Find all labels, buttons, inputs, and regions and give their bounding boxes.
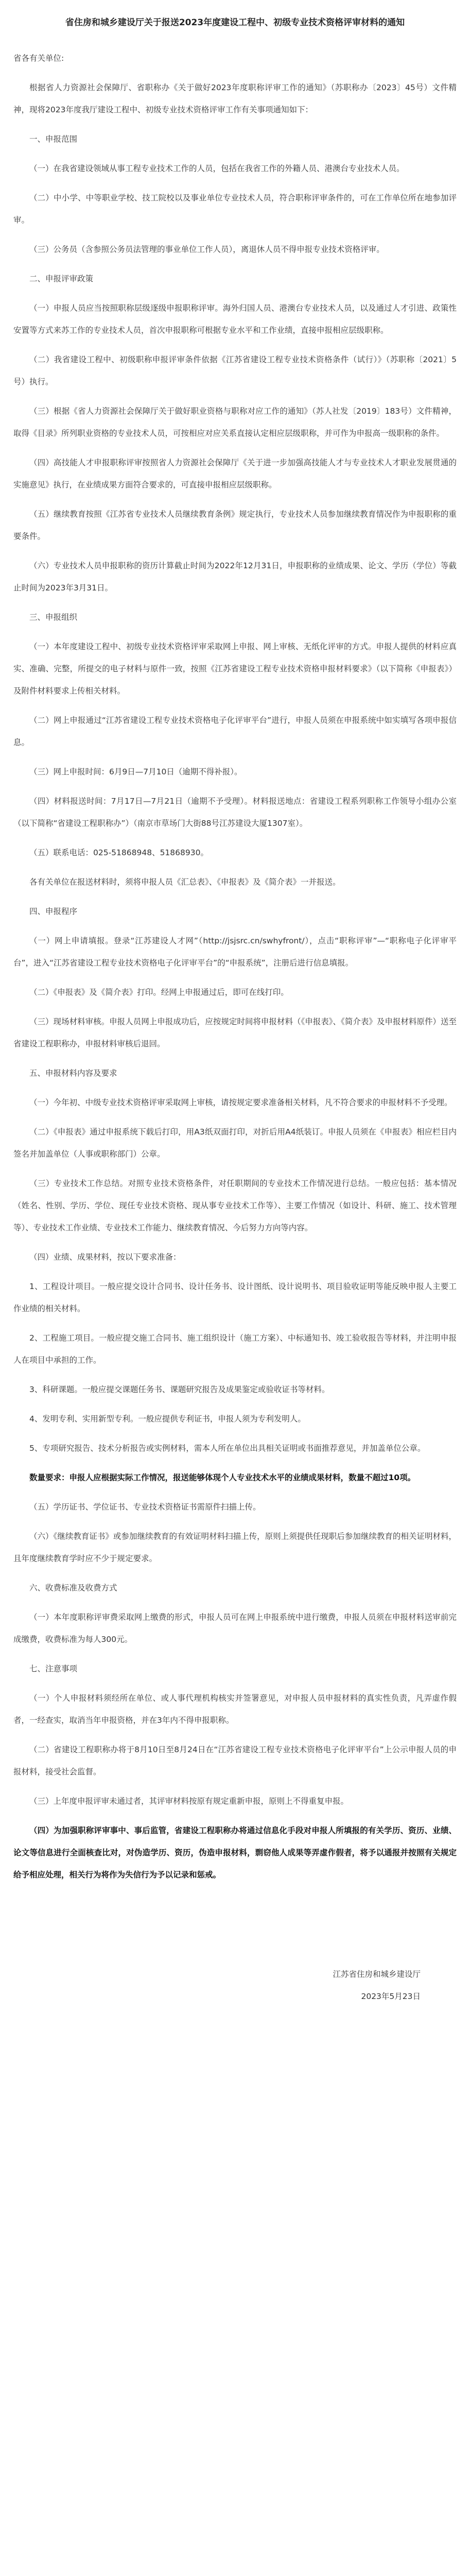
body-paragraph: （六）《继续教育证书》或参加继续教育的有效证明材料扫描上传，原则上须提供任现职后参加继续教育的相关证明材料，且年度继续教育学时应不少于规定要求。 [13,1532,457,1563]
intro-paragraph: 根据省人力资源社会保障厅、省职称办《关于做好2023年度职称评审工作的通知》（苏职称办〔2023〕45号）文件精神，现将2023年度我厅建设工程中、初级专业技术资格评审工作有关事项通知如下： [13,83,457,114]
body-paragraph: 1、工程设计项目。一般应提交设计合同书、设计任务书、设计图纸、设计说明书、项目验收证明等能反映申报人主要工作业绩的相关材料。 [13,1282,457,1313]
body-paragraph: （二）网上申报通过“江苏省建设工程专业技术资格电子化评审平台”进行，申报人员须在申报系统中如实填写各项申报信息。 [13,716,457,747]
body-paragraph: （一）申报人员应当按照职称层级逐级申报职称评审。海外归国人员、港澳台专业技术人员，以及通过人才引进、政策性安置等方式来苏工作的专业技术人员，首次申报职称可根据专业水平和工作业绩，直接申报相应层级职称。 [13,303,457,335]
body-paragraph: （一）网上申请填报。登录“江苏建设人才网”（http://jsjsrc.cn/swhyfront/），点击“职称评审”—“职称电子化评审平台”，进入“江苏省建设工程专业技术资格电子化评审平台”的“申报系统”，注册后进行信息填报。 [13,936,457,968]
body-paragraph: （三）专业技术工作总结。对照专业技术资格条件，对任职期间的专业技术工作情况进行总结。一般应包括：基本情况（姓名、性别、学历、学位、现任专业技术资格、现从事专业技术工作等）、主要工作情况（如设计、科研、施工、技术管理等）、专业技术工作业绩、专业技术工作能力、继续教育情况、今后努力方向等内容。 [13,1179,457,1232]
body-paragraph: （一）在我省建设领域从事工程专业技术工作的人员，包括在我省工作的外籍人员、港澳台专业技术人员。 [29,164,405,173]
signature-org: 江苏省住房和城乡建设厅 [333,1970,421,1979]
body-paragraph: （四）业绩、成果材料，按以下要求准备： [29,1252,181,1262]
body-paragraph: （四）高技能人才申报职称评审按照省人力资源社会保障厅《关于进一步加强高技能人才与专业技术人才职业发展贯通的实施意见》执行，在业绩成果方面符合要求的，可直接申报相应层级职称。 [13,458,457,489]
body-paragraph: （一）今年初、中级专业技术资格评审采取网上审核，请按规定要求准备相关材料，凡不符合要求的申报材料不予受理。 [29,1098,452,1107]
body-paragraph: （五）学历证书、学位证书、专业技术资格证书需原件扫描上传。 [29,1502,261,1512]
section-heading: 七、注意事项 [29,1664,78,1673]
signature-block [13,1963,457,2008]
body-paragraph: （三）根据《省人力资源社会保障厅关于做好职业资格与职称对应工作的通知》（苏人社发〔2019〕183号）文件精神，取得《目录》所列职业资格的专业技术人员，可按相应对应关系直接认定相应层级职称，并可作为申报高一级职称的条件。 [13,406,457,438]
body-paragraph: （三）网上申报时间：6月9日—7月10日（逾期不得补报）。 [29,767,242,776]
body-paragraph: （二）我省建设工程中、初级职称申报评审条件依据《江苏省建设工程专业技术资格条件（试行）》（苏职称〔2021〕5号）执行。 [13,355,457,386]
signature-date: 2023年5月23日 [361,1992,421,2001]
body-paragraph: （六）专业技术人员申报职称的资历计算截止时间为2022年12月31日，申报职称的业绩成果、论文、学历（学位）等截止时间为2023年3月31日。 [13,561,457,592]
body-paragraph: （三）上年度申报评审未通过者，其评审材料按原有规定重新申报，原则上不得重复申报。 [29,1797,349,1806]
body-paragraph: （一）本年度职称评审费采取网上缴费的形式，申报人员可在网上申报系统中进行缴费，申报人员须在申报材料送审前完成缴费，收费标准为每人300元。 [13,1613,457,1644]
portal-link[interactable]: http://jsjsrc.cn/swhyfront/ [203,936,305,945]
section-heading: 二、申报评审政策 [29,274,94,283]
quantity-requirement: 数量要求：申报人应根据实际工作情况，报送能够体现个人专业技术水平的业绩成果材料，数量不超过10项。 [29,1473,416,1482]
body-paragraph: （三）公务员（含参照公务员法管理的事业单位工作人员），离退休人员不得申报专业技术资格评审。 [29,245,385,254]
body-paragraph: （五）继续教育按照《江苏省专业技术人员继续教育条例》规定执行，专业技术人员参加继续教育情况作为申报职称的重要条件。 [13,510,457,541]
body-paragraph: 5、专项研究报告、技术分析报告或实例材料，需本人所在单位出具相关证明或书面推荐意见，并加盖单位公章。 [29,1444,426,1453]
section-heading: 一、申报范围 [29,134,78,144]
section-heading: 五、申报材料内容及要求 [29,1069,117,1078]
body-paragraph: 各有关单位在报送材料时，须将申报人员《汇总表》、《申报表》及《简介表》一并报送。 [29,877,341,887]
body-paragraph: 3、科研课题。一般应提交课题任务书、课题研究报告及成果鉴定或验收证书等材料。 [29,1385,330,1394]
body-paragraph: （一）本年度建设工程中、初级专业技术资格评审采取网上申报、网上审核、无纸化评审的方式。申报人提供的材料应真实、准确、完整，所提交的电子材料与原件一致，按照《江苏省建设工程专业技术资格申报材料要求》（以下简称《申报表》）及附件材料要求上传相关材料。 [13,642,457,696]
body-paragraph: （二）《申报表》通过申报系统下载后打印，用A3纸双面打印，对折后用A4纸装订。申报人员须在《申报表》相应栏目内签名并加盖单位（人事或职称部门）公章。 [13,1127,457,1159]
section-heading: 三、申报组织 [29,613,78,622]
greeting: 省各有关单位: [13,54,64,63]
document-title: 省住房和城乡建设厅关于报送2023年度建设工程中、初级专业技术资格评审材料的通知 [65,18,405,28]
body-paragraph: 2、工程施工项目。一般应提交施工合同书、施工组织设计（施工方案）、中标通知书、竣工验收报告等材料，并注明申报人在项目中承担的工作。 [13,1333,457,1365]
body-paragraph: 4、发明专利、实用新型专利。一般应提供专利证书，申报人须为专利发明人。 [29,1414,306,1423]
body-paragraph: （三）现场材料审核。申报人员网上申报成功后，应按规定时间将申报材料（《申报表》、《简介表》及申报材料原件）送至省建设工程职称办，申报材料审核后退回。 [13,1017,457,1048]
body-paragraph: （二）中小学、中等职业学校、技工院校以及事业单位专业技术人员，符合职称评审条件的，可在工作单位所在地参加评审。 [13,193,457,225]
body-paragraph: （一）个人申报材料须经所在单位、或人事代理机构核实并签署意见，对申报人员申报材料的真实性负责，凡弄虚作假者，一经查实，取消当年申报资格，并在3年内不得申报职称。 [13,1693,457,1725]
section-heading: 六、收费标准及收费方式 [29,1583,117,1592]
section-heading: 四、申报程序 [29,907,78,916]
supervision-notice: （四）为加强职称评审事中、事后监管，省建设工程职称办将通过信息化手段对申报人所填报的有关学历、资历、业绩、论文等信息进行全面核查比对，对伪造学历、资历，伪造申报材料，剽窃他人成果等弄虚作假者，将予以通报并按照有关规定给予相应处理，相关行为将作为失信行为予以记录和惩戒。 [13,1826,457,1879]
body-paragraph: （五）联系电话：025-51868948、51868930。 [29,848,208,857]
body-paragraph: （二）省建设工程职称办将于8月10日至8月24日在“江苏省建设工程专业技术资格电子化评审平台”上公示申报人员的申报材料，接受社会监督。 [13,1745,457,1776]
body-paragraph: （二）《申报表》及《简介表》打印。经网上申报通过后，即可在线打印。 [29,988,289,997]
body-paragraph: （四）材料报送时间：7月17日—7月21日（逾期不予受理）。材料报送地点：省建设工程系列职称工作领导小组办公室（以下简称“省建设工程职称办”）（南京市草场门大街88号江苏建设大厦1307室）。 [13,796,457,828]
